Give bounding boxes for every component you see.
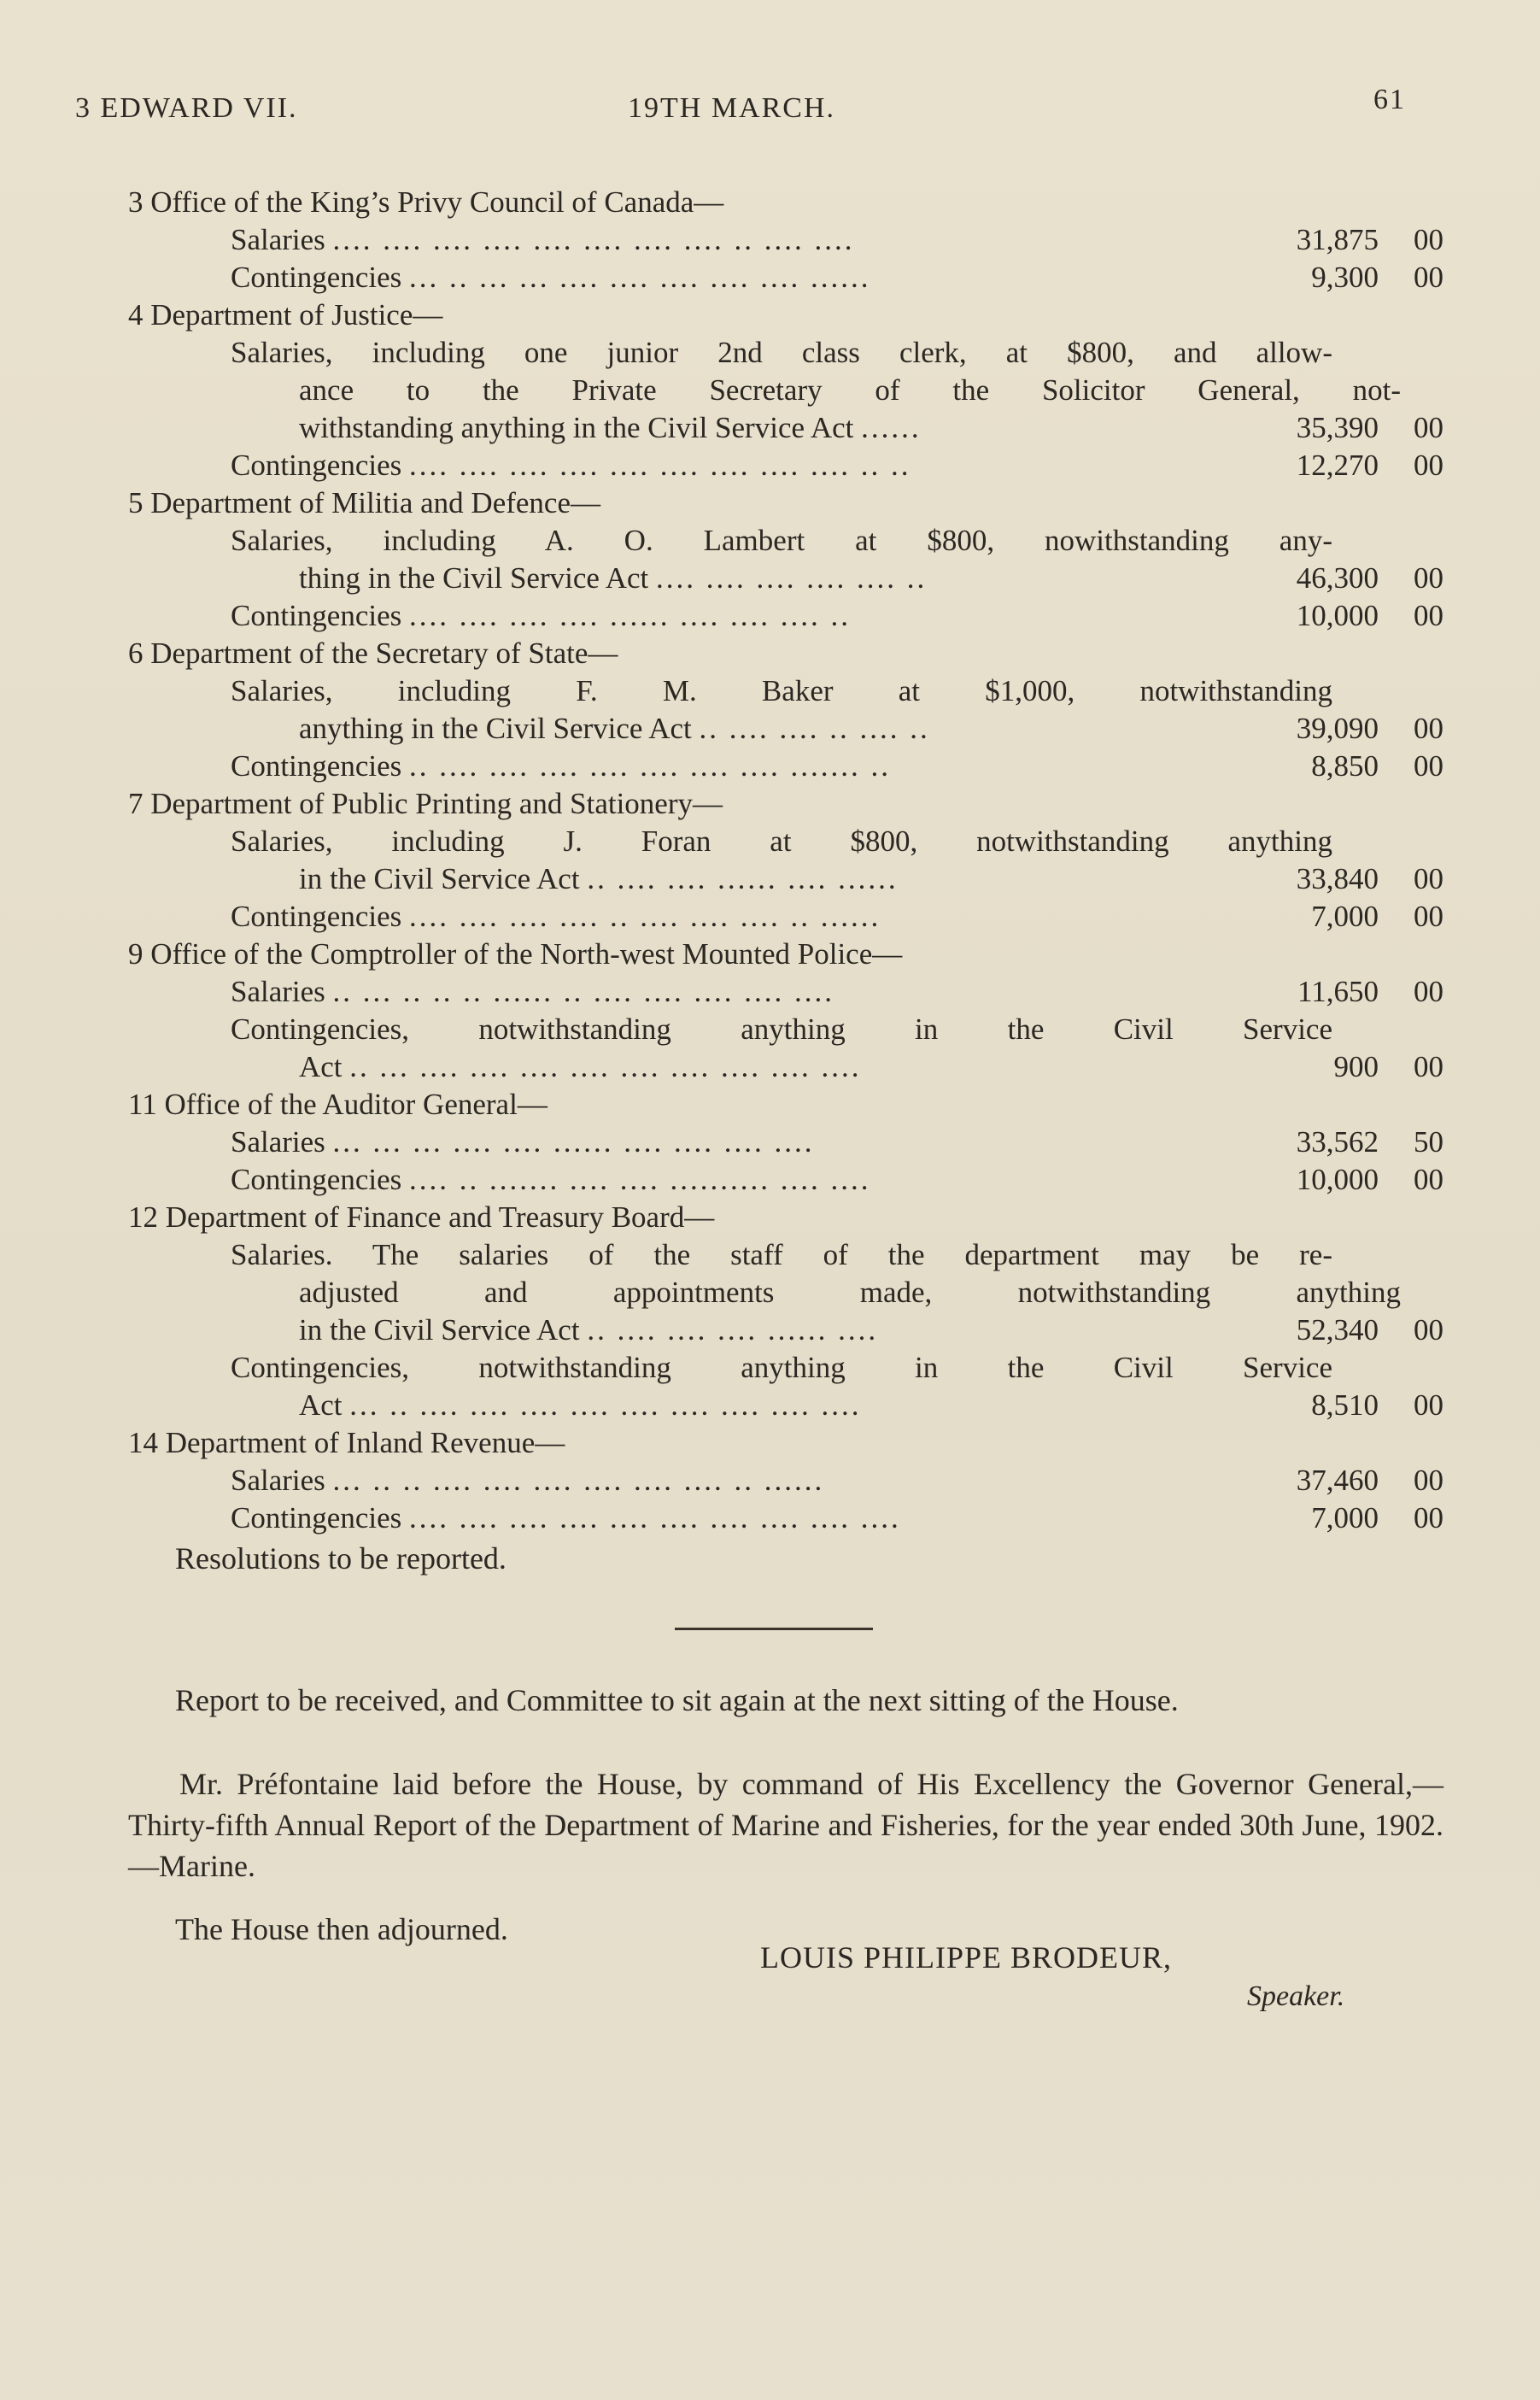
- estimate-description-line: [128, 1236, 1443, 1274]
- amount-dollars: 37,460: [1296, 1464, 1379, 1497]
- line-item-label: Salaries: [231, 975, 325, 1008]
- line-item-label: Contingencies: [231, 599, 402, 632]
- line-item-label: Salaries: [231, 1464, 325, 1497]
- amount-dollars: 8,850: [1311, 749, 1379, 783]
- amount-cents: 00: [1414, 1050, 1443, 1083]
- amount-dollars: 52,340: [1296, 1313, 1379, 1347]
- estimate-line-item: [128, 1387, 1443, 1424]
- line-item-label: Contingencies: [231, 900, 402, 933]
- estimate-line-item: [128, 710, 1443, 748]
- report-paragraph: Report to be received, and Committee to sit again at the next sitting of the House.: [175, 1683, 1179, 1717]
- estimate-description-line: [128, 1274, 1443, 1311]
- description-text: adjusted and appointments made, notwithstanding anything: [299, 1276, 1401, 1309]
- line-item-label: withstanding anything in the Civil Service Act: [299, 411, 854, 444]
- estimate-line-item: [128, 1124, 1443, 1161]
- estimate-line-item: [128, 748, 1443, 785]
- page-header: [0, 84, 1540, 144]
- amount-cents: 00: [1414, 975, 1443, 1008]
- amount-dollars: 10,000: [1296, 1163, 1379, 1196]
- estimates-list: [128, 184, 1443, 1537]
- estimate-line-item: [128, 1499, 1443, 1537]
- line-item-label: anything in the Civil Service Act: [299, 712, 692, 745]
- amount-cents: 00: [1414, 411, 1443, 444]
- estimate-description-line: [128, 1349, 1443, 1387]
- estimate-line-item: [128, 409, 1443, 447]
- leader-dots: ... .. .... .... .... .... .... .... .... .... ....: [349, 1388, 862, 1422]
- amount-cents: 00: [1414, 561, 1443, 595]
- amount-cents: 00: [1414, 1163, 1443, 1196]
- description-text: Salaries, including A. O. Lambert at $800, nowithstanding any-: [231, 524, 1332, 557]
- line-item-label: Contingencies: [231, 261, 402, 294]
- line-item-label: Contingencies: [231, 1501, 402, 1534]
- amount-cents: 00: [1414, 1464, 1443, 1497]
- amount-cents: 00: [1414, 449, 1443, 482]
- leader-dots: .. .... .... ...... .... ......: [587, 862, 899, 895]
- line-item-amount: [1256, 1311, 1443, 1349]
- amount-cents: 00: [1414, 223, 1443, 256]
- estimate-heading: 5 Department of Militia and Defence—: [128, 486, 600, 519]
- leader-dots: .... .... .... .... .. .... .... .... .. ......: [409, 900, 881, 933]
- line-item-label: in the Civil Service Act: [299, 1313, 580, 1347]
- line-item-amount: [1256, 1387, 1443, 1424]
- estimate-description-line: [128, 522, 1443, 560]
- line-item-amount: [1256, 1462, 1443, 1499]
- amount-cents: 50: [1414, 1125, 1443, 1159]
- line-item-amount: [1256, 898, 1443, 936]
- line-item-amount: [1256, 973, 1443, 1011]
- amount-dollars: 35,390: [1296, 411, 1379, 444]
- estimate-line-item: [128, 860, 1443, 898]
- line-item-label: Contingencies: [231, 749, 402, 783]
- line-item-label: Salaries: [231, 223, 325, 256]
- adjourned-paragraph: The House then adjourned.: [175, 1912, 508, 1946]
- leader-dots: .... .. ....... .... .... .......... .... ....: [409, 1163, 871, 1196]
- line-item-amount: [1256, 1048, 1443, 1086]
- description-text: Salaries, including one junior 2nd class clerk, at $800, and allow-: [231, 336, 1332, 369]
- line-item-amount: [1256, 710, 1443, 748]
- estimate-heading: 11 Office of the Auditor General—: [128, 1088, 547, 1121]
- line-item-amount: [1256, 1124, 1443, 1161]
- section-divider: [675, 1628, 873, 1630]
- amount-dollars: 10,000: [1296, 599, 1379, 632]
- description-text: Salaries, including F. M. Baker at $1,000, notwithstanding: [231, 674, 1332, 707]
- description-text: Contingencies, notwithstanding anything in the Civil Service: [231, 1351, 1332, 1384]
- resolutions-note: Resolutions to be reported.: [175, 1541, 507, 1576]
- line-item-label: Contingencies: [231, 449, 402, 482]
- leader-dots: ... .. ... ... .... .... .... .... .... ......: [409, 261, 871, 294]
- estimate-description-line: [128, 823, 1443, 860]
- estimate-heading: 14 Department of Inland Revenue—: [128, 1426, 565, 1459]
- line-item-amount: [1256, 560, 1443, 597]
- estimate-description-line: [128, 672, 1443, 710]
- header-date: 19TH MARCH.: [628, 92, 836, 124]
- amount-dollars: 11,650: [1297, 975, 1379, 1008]
- leader-dots: ... .. .. .... .... .... .... .... .... .. ......: [332, 1464, 825, 1497]
- estimate-line-item: [128, 259, 1443, 296]
- leader-dots: .... .... .... .... ...... .... .... .... ..: [409, 599, 851, 632]
- estimate-description-line: [128, 1011, 1443, 1048]
- speaker-title: Speaker.: [1247, 1980, 1345, 2012]
- leader-dots: .. ... .. .. .. ...... .. .... .... .... .... ....: [332, 975, 835, 1008]
- line-item-amount: [1256, 409, 1443, 447]
- estimate-line-item: [128, 1311, 1443, 1349]
- description-text: Salaries. The salaries of the staff of the department may be re-: [231, 1238, 1332, 1271]
- line-item-amount: [1256, 1161, 1443, 1199]
- leader-dots: .... .... .... .... .... .... .... .... .. .... ....: [332, 223, 855, 256]
- estimate-line-item: [128, 597, 1443, 635]
- amount-dollars: 39,090: [1296, 712, 1379, 745]
- line-item-amount: [1256, 1499, 1443, 1537]
- estimate-line-item: [128, 1462, 1443, 1499]
- amount-dollars: 7,000: [1311, 900, 1379, 933]
- line-item-label: thing in the Civil Service Act: [299, 561, 649, 595]
- line-item-label: Contingencies: [231, 1163, 402, 1196]
- amount-dollars: 46,300: [1296, 561, 1379, 595]
- estimate-description-line: [128, 334, 1443, 372]
- amount-cents: 00: [1414, 862, 1443, 895]
- line-item-label: in the Civil Service Act: [299, 862, 580, 895]
- amount-dollars: 33,562: [1296, 1125, 1379, 1159]
- amount-cents: 00: [1414, 1313, 1443, 1347]
- estimate-line-item: [128, 1161, 1443, 1199]
- description-text: Salaries, including J. Foran at $800, notwithstanding anything: [231, 824, 1332, 858]
- line-item-amount: [1256, 221, 1443, 259]
- leader-dots: ... ... ... .... .... ...... .... .... .... ....: [332, 1125, 815, 1159]
- amount-cents: 00: [1414, 1388, 1443, 1422]
- leader-dots: .... .... .... .... .... .... .... .... .... ....: [409, 1501, 901, 1534]
- line-item-amount: [1256, 447, 1443, 484]
- amount-cents: 00: [1414, 900, 1443, 933]
- leader-dots: .. .... .... .. .... ..: [699, 712, 930, 745]
- estimate-heading: 7 Department of Public Printing and Stationery—: [128, 787, 723, 820]
- amount-cents: 00: [1414, 261, 1443, 294]
- line-item-label: Act: [299, 1388, 343, 1422]
- amount-dollars: 12,270: [1296, 449, 1379, 482]
- line-item-label: Act: [299, 1050, 343, 1083]
- amount-dollars: 7,000: [1311, 1501, 1379, 1534]
- line-item-label: Salaries: [231, 1125, 325, 1159]
- description-text: ance to the Private Secretary of the Solicitor General, not-: [299, 373, 1401, 407]
- prefontaine-paragraph: Mr. Préfontaine laid before the House, by command of His Excellency the Governor General,—Thirty-fifth Annual Report of the Department of Marine and Fisheries, for the year ended 30th June, 1902.—Marine.: [128, 1767, 1443, 1883]
- amount-dollars: 900: [1333, 1050, 1379, 1083]
- leader-dots: .... .... .... .... .... .... .... .... .... .. ..: [409, 449, 911, 482]
- amount-dollars: 9,300: [1311, 261, 1379, 294]
- amount-dollars: 31,875: [1296, 223, 1379, 256]
- line-item-amount: [1256, 597, 1443, 635]
- estimate-description-line: [128, 372, 1443, 409]
- line-item-amount: [1256, 748, 1443, 785]
- leader-dots: .. .... .... .... ...... ....: [587, 1313, 879, 1347]
- estimate-line-item: [128, 898, 1443, 936]
- header-regnal-year: 3 EDWARD VII.: [75, 92, 298, 124]
- amount-cents: 00: [1414, 1501, 1443, 1534]
- estimate-heading: 6 Department of the Secretary of State—: [128, 637, 618, 670]
- estimate-heading: 3 Office of the King’s Privy Council of Canada—: [128, 185, 724, 219]
- page-number: 61: [1373, 84, 1406, 115]
- amount-cents: 00: [1414, 749, 1443, 783]
- estimate-line-item: [128, 973, 1443, 1011]
- estimate-heading: 12 Department of Finance and Treasury Board—: [128, 1200, 715, 1234]
- estimate-heading: 4 Department of Justice—: [128, 298, 443, 332]
- speaker-signature: LOUIS PHILIPPE BRODEUR,: [760, 1940, 1173, 1975]
- estimate-heading: 9 Office of the Comptroller of the North-west Mounted Police—: [128, 937, 903, 971]
- amount-cents: 00: [1414, 712, 1443, 745]
- estimate-line-item: [128, 560, 1443, 597]
- line-item-amount: [1256, 860, 1443, 898]
- leader-dots: .. ... .... .... .... .... .... .... .... .... ....: [349, 1050, 862, 1083]
- estimate-line-item: [128, 221, 1443, 259]
- amount-dollars: 8,510: [1311, 1388, 1379, 1422]
- amount-cents: 00: [1414, 599, 1443, 632]
- leader-dots: .. .... .... .... .... .... .... .... ....... ..: [409, 749, 891, 783]
- line-item-amount: [1256, 259, 1443, 296]
- estimate-line-item: [128, 447, 1443, 484]
- estimate-line-item: [128, 1048, 1443, 1086]
- amount-dollars: 33,840: [1296, 862, 1379, 895]
- leader-dots: .... .... .... .... .... ..: [656, 561, 928, 595]
- leader-dots: ......: [861, 411, 922, 444]
- description-text: Contingencies, notwithstanding anything in the Civil Service: [231, 1012, 1332, 1046]
